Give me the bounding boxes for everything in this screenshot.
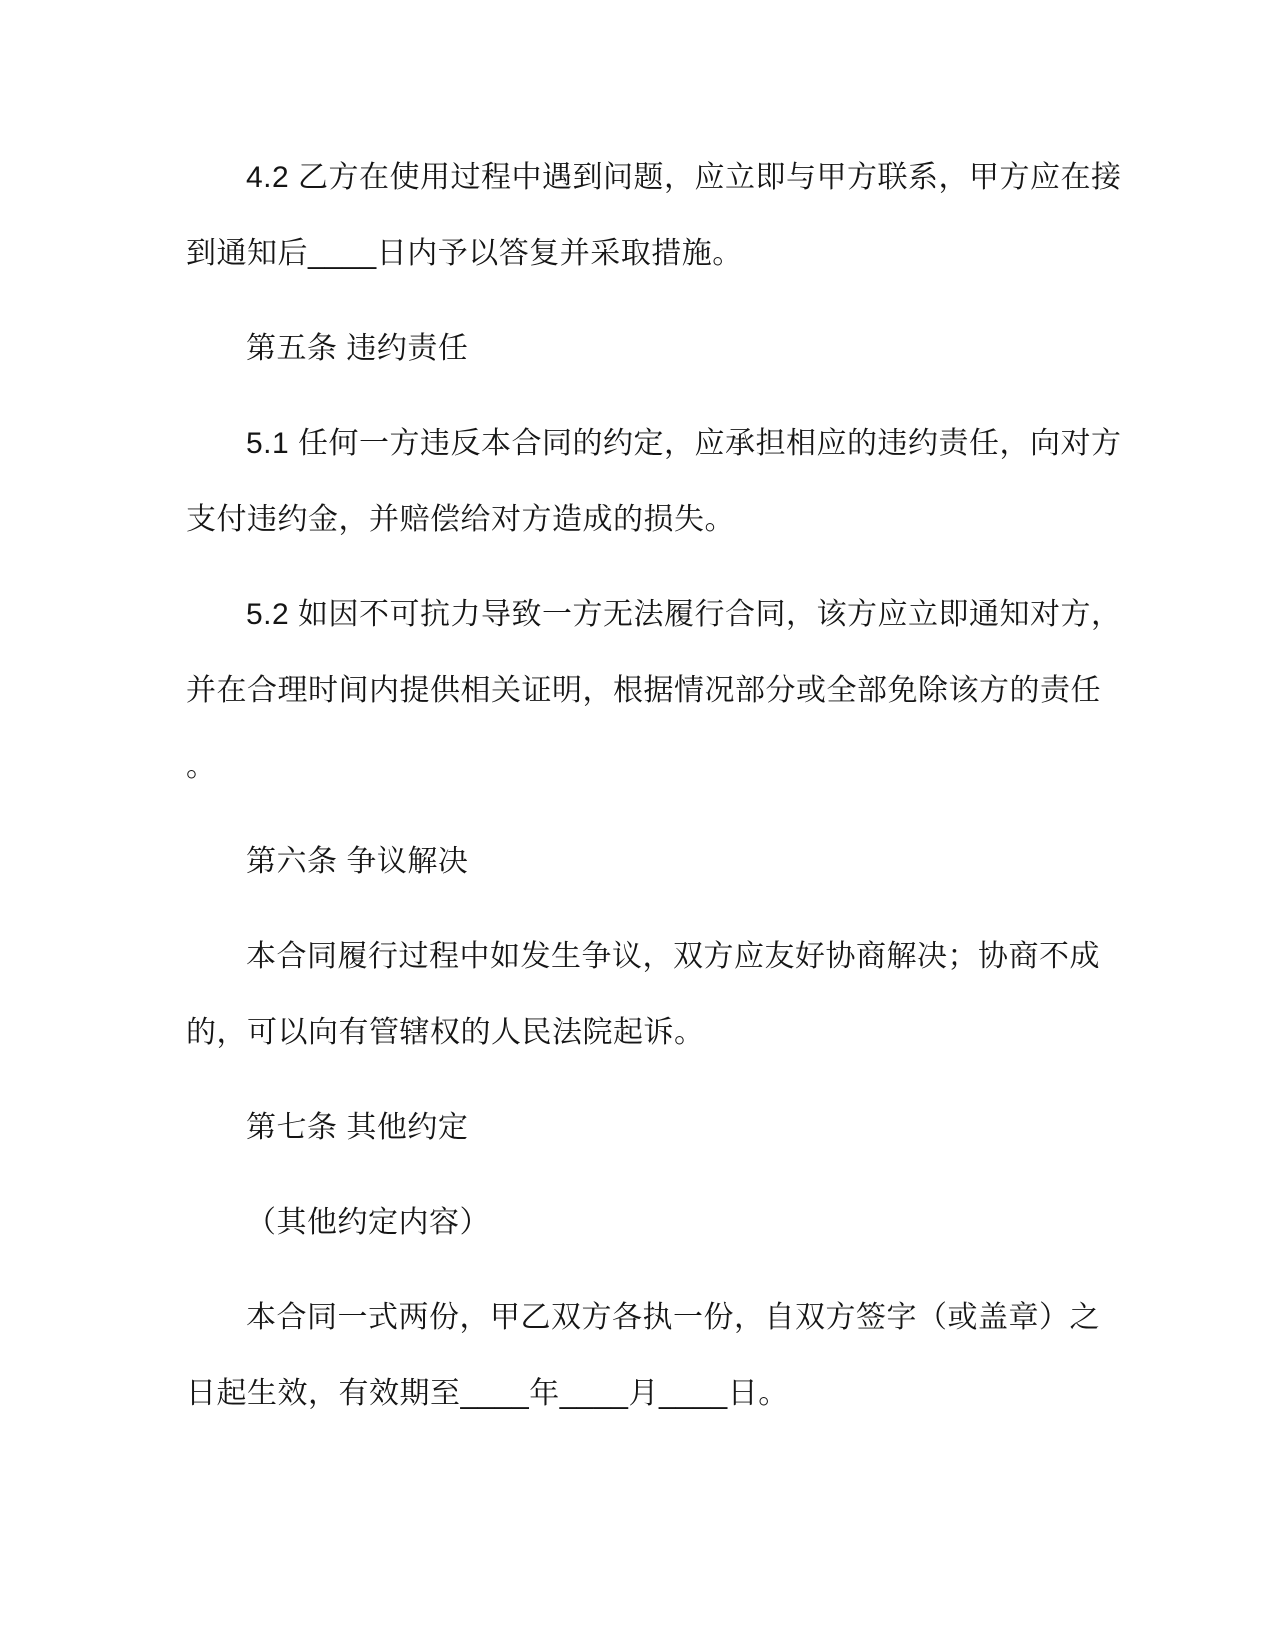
- heading-article-7: [186, 1090, 1086, 1166]
- text-line: 支付违约金，并赔偿给对方造成的损失。: [186, 503, 735, 536]
- text-line: 第七条 其他约定: [246, 1111, 469, 1144]
- text-line: 并在合理时间内提供相关证明，根据情况部分或全部免除该方的责任: [186, 674, 1101, 707]
- text-line: 的，可以向有管辖权的人民法院起诉。: [186, 1016, 705, 1049]
- document-body: [186, 140, 1122, 1432]
- text-line: 5.1 任何一方违反本合同的约定，应承担相应的违约责任，向对方: [246, 427, 1122, 460]
- text-line: 第五条 违约责任: [246, 332, 469, 365]
- text-line: 本合同履行过程中如发生争议，双方应友好协商解决；协商不成: [246, 940, 1100, 973]
- closing-clause: [186, 1280, 1100, 1432]
- text-line: 到通知后____日内予以答复并采取措施。: [186, 237, 743, 270]
- text-line: 第六条 争议解决: [246, 845, 469, 878]
- text-line: 4.2 乙方在使用过程中遇到问题，应立即与甲方联系，甲方应在接: [246, 161, 1122, 194]
- clause-4-2: [186, 140, 1122, 292]
- clause-5-1: [186, 406, 1122, 558]
- text-line: 5.2 如因不可抗力导致一方无法履行合同，该方应立即通知对方，: [246, 598, 1122, 631]
- clause-5-2: [186, 577, 1122, 805]
- heading-article-5: [186, 311, 1086, 387]
- heading-article-6: [186, 824, 1086, 900]
- clause-7-placeholder: [186, 1185, 1086, 1261]
- text-line: 本合同一式两份，甲乙双方各执一份，自双方签字（或盖章）之: [246, 1301, 1100, 1334]
- clause-6-body: [186, 919, 1100, 1071]
- text-line: （其他约定内容）: [246, 1206, 490, 1239]
- text-line: 日起生效，有效期至____年____月____日。: [186, 1377, 789, 1410]
- text-line: 。: [186, 750, 217, 783]
